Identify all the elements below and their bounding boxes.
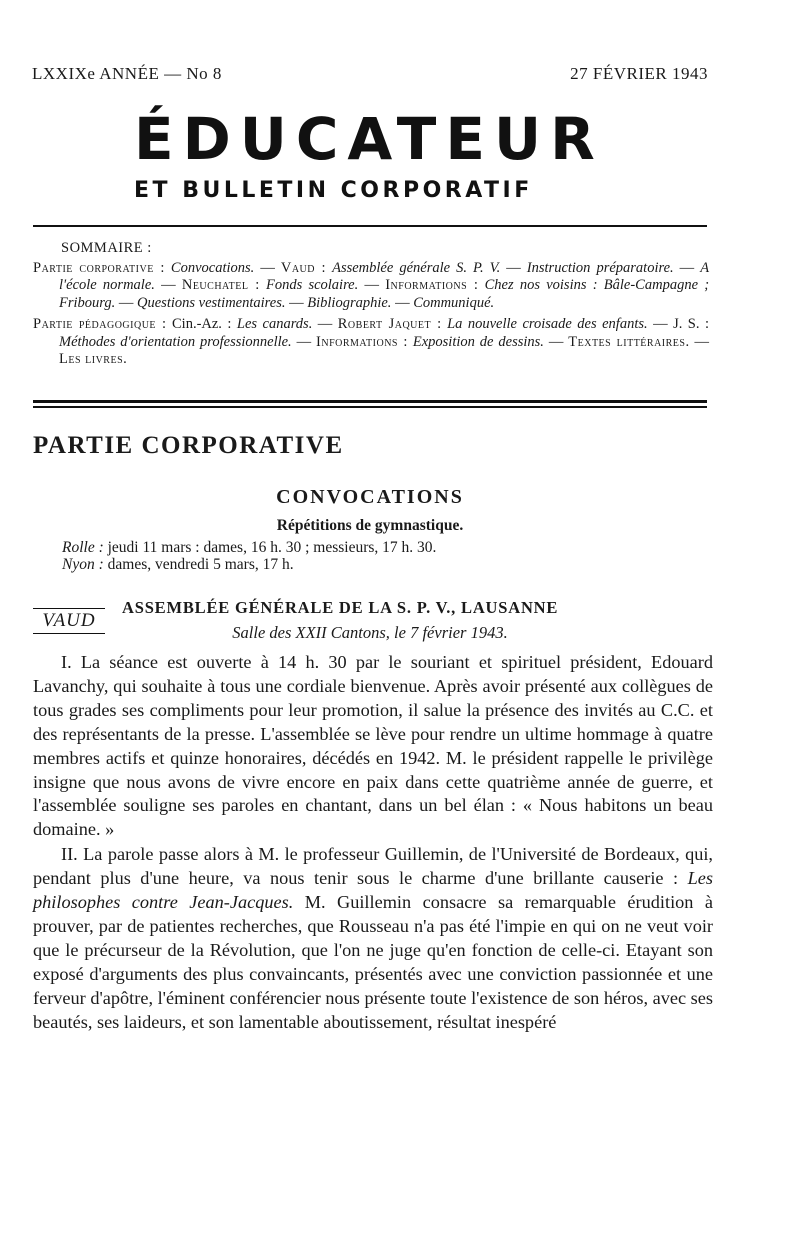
toc-item: Assemblée générale S. P. V. bbox=[332, 259, 501, 276]
paragraph-1: I. La séance est ouverte à 14 h. 30 par le souriant et spirituel président, Edouard Lavanchy, qui souhaite à tous une cordiale bienvenue. Après avoir présenté aux collègues de tous grades ses compliments pour leur promotion, il salue la présence des invités au C.C. et des représentants de la presse. L'assemblée se lève pour rendre un ultime hommage à quatre membres actifs et quinze honoraires, décédés en 1942. M. le président rappelle le privilège insigne que nous avons de vivre encore en paix dans cette quatrième année de guerre, et l'assemblée souligne ses paroles en chantant, dans un bel élan : « Nous habitons un beau domaine. » bbox=[33, 652, 713, 840]
journal-subtitle: ET BULLETIN CORPORATIF bbox=[134, 178, 533, 203]
toc-item: Chez nos voisins : Bâle-Campagne ; Fribourg. bbox=[59, 277, 710, 311]
toc-item: Informations : bbox=[385, 277, 479, 293]
section-title: PARTIE CORPORATIVE bbox=[33, 432, 344, 459]
toc-item: Communiqué. bbox=[413, 294, 495, 311]
schedule-text: dames, vendredi 5 mars, 17 h. bbox=[107, 556, 294, 573]
toc-item: Les canards. bbox=[236, 316, 313, 332]
toc-item: Textes littéraires. bbox=[568, 333, 690, 350]
toc-item: Fonds scolaire. bbox=[265, 277, 359, 293]
assembly-subheading: Salle des XXII Cantons, le 7 février 1943. bbox=[232, 623, 508, 642]
toc-item: Méthodes d'orientation professionnelle. bbox=[59, 333, 292, 350]
toc-item: Neuchatel : bbox=[181, 277, 260, 293]
issue-date: 27 FÉVRIER 1943 bbox=[570, 64, 708, 83]
convocations-title: CONVOCATIONS bbox=[276, 486, 464, 508]
toc-corporative-label: Partie corporative : bbox=[33, 259, 165, 276]
toc-pedagogique-label: Partie pédagogique : bbox=[33, 316, 167, 332]
convocation-nyon bbox=[62, 556, 436, 573]
toc-item: Questions vestimentaires. bbox=[137, 294, 286, 311]
toc-item: Bibliographie. bbox=[307, 294, 392, 311]
convocations-list bbox=[62, 539, 436, 573]
toc-item: La nouvelle croisade des enfants. bbox=[447, 316, 648, 332]
toc-item: A l'école normale. bbox=[59, 259, 710, 293]
toc-item: J. S. : bbox=[673, 316, 709, 332]
toc-item: Cin.-Az. : bbox=[172, 316, 232, 332]
issue-number: LXXIXe ANNÉE — No 8 bbox=[32, 64, 222, 83]
paragraph-2 bbox=[33, 843, 713, 1034]
toc-item: Les livres. bbox=[59, 351, 128, 367]
toc-item: Robert Jaquet : bbox=[337, 316, 442, 332]
toc-corporative: Partie corporative : Convocations. — Vaud : Assemblée générale S. P. V. — Instruction préparatoire. — A l'école normale. — Neuchatel : Fonds scolaire. — Informations : Chez nos voisins : Bâle-Campagne ; Fribourg. — Questions vestimentaires. — Bibliographie. — Communiqué. bbox=[33, 259, 710, 311]
issue-line bbox=[32, 64, 708, 84]
article-body bbox=[33, 651, 713, 1036]
schedule-text: jeudi 11 mars : dames, 16 h. 30 ; messieurs, 17 h. 30. bbox=[107, 539, 437, 556]
toc-item: Instruction préparatoire. bbox=[526, 259, 674, 276]
journal-title: ÉDUCATEUR bbox=[134, 105, 604, 173]
toc-item: Informations : bbox=[316, 333, 408, 350]
toc-pedagogique: Partie pédagogique : Cin.-Az. : Les canards. — Robert Jaquet : La nouvelle croisade des enfants. — J. S. : Méthodes d'orientation professionnelle. — Informations : Exposition de dessins. — Textes littéraires. — Les livres. bbox=[33, 316, 710, 367]
toc-item: Convocations. bbox=[170, 259, 255, 276]
paragraph-2-end: M. Guillemin consacre sa remarquable érudition à prouver, par de patientes recherches, que Rousseau n'a pas été l'impie en qui on ne veut voir que le précurseur de la Révolution, que l'on ne juge qu'en fonction de celle-ci. Etayant son exposé d'arguments des plus convaincants, présentés avec une conviction passionnée et une ferveur d'apôtre, l'éminent conférencier nous présente toute l'existence de son héros, avec ses beautés, ses laideurs, et son lamentable aboutissement, résultat inespéré bbox=[33, 892, 713, 1032]
vaud-label: VAUD bbox=[33, 608, 105, 634]
table-of-contents bbox=[33, 240, 709, 373]
convocations-subtitle: Répétitions de gymnastique. bbox=[276, 517, 464, 534]
section-divider bbox=[33, 400, 707, 408]
top-divider bbox=[33, 225, 707, 227]
toc-item: Exposition de dessins. bbox=[412, 333, 544, 350]
assembly-heading: ASSEMBLÉE GÉNÉRALE DE LA S. P. V., LAUSANNE bbox=[122, 598, 559, 617]
place-name: Rolle : bbox=[62, 539, 104, 556]
toc-heading: SOMMAIRE : bbox=[61, 240, 152, 256]
toc-item: Vaud : bbox=[280, 259, 327, 276]
lecture-title: Les philosophes contre Jean-Jacques. bbox=[33, 868, 713, 913]
paragraph-2-start: II. La parole passe alors à M. le professeur Guillemin, de l'Université de Bordeaux, qui, pendant plus d'une heure, va nous tenir sous le charme d'une brillante causerie : bbox=[33, 844, 713, 889]
convocation-rolle bbox=[62, 539, 436, 556]
place-name: Nyon : bbox=[62, 556, 104, 573]
masthead bbox=[134, 106, 614, 203]
